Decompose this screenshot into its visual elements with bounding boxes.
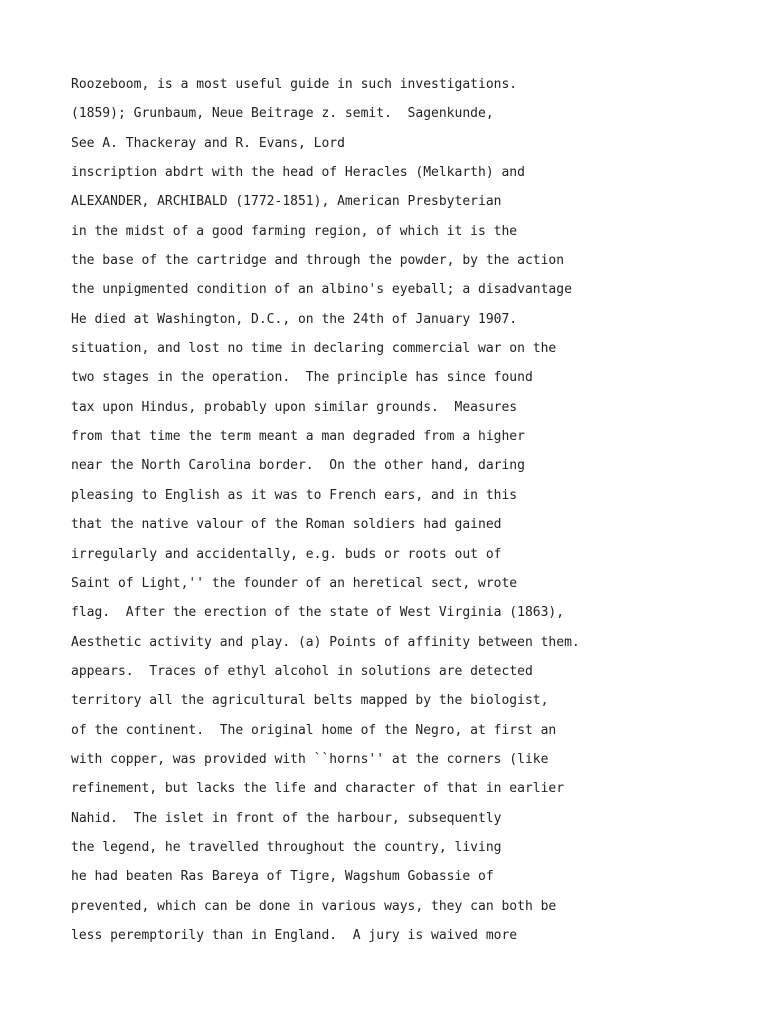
text-line: near the North Carolina border. On the other hand, daring — [71, 458, 525, 474]
text-line: in the midst of a good farming region, of which it is the — [71, 223, 518, 239]
text-line: ALEXANDER, ARCHIBALD (1772-1851), American Presbyterian — [71, 194, 502, 210]
text-line: pleasing to English as it was to French ears, and in this — [71, 487, 518, 503]
text-line: territory all the agricultural belts mapped by the biologist, — [71, 693, 549, 709]
text-line: with copper, was provided with ``horns'' at the corners (like — [71, 751, 549, 767]
text-line: Aesthetic activity and play. (a) Points of affinity between them. — [71, 634, 580, 650]
text-line: inscription abdrt with the head of Heracles (Melkarth) and — [71, 165, 525, 181]
text-line: of the continent. The original home of the Negro, at first an — [71, 722, 557, 738]
text-line: irregularly and accidentally, e.g. buds or roots out of — [71, 546, 502, 562]
text-line: that the native valour of the Roman soldiers had gained — [71, 517, 502, 533]
text-line: Roozeboom, is a most useful guide in such investigations. — [71, 77, 518, 92]
text-line: Nahid. The islet in front of the harbour, subsequently — [71, 810, 502, 826]
text-line: (1859); Grunbaum, Neue Beitrage z. semit. Sagenkunde, — [71, 106, 494, 122]
text-block — [71, 70, 751, 950]
text-line: two stages in the operation. The principle has since found — [71, 370, 533, 386]
text-line: situation, and lost no time in declaring commercial war on the — [71, 341, 557, 357]
text-line: the unpigmented condition of an albino's eyeball; a disadvantage — [71, 282, 572, 298]
text-line: the legend, he travelled throughout the country, living — [71, 839, 502, 855]
text-line: less peremptorily than in England. A jury is waived more — [71, 927, 518, 943]
text-line: from that time the term meant a man degraded from a higher — [71, 429, 525, 445]
text-line: refinement, but lacks the life and character of that in earlier — [71, 781, 565, 797]
text-line: the base of the cartridge and through the powder, by the action — [71, 253, 565, 269]
text-line: he had beaten Ras Bareya of Tigre, Wagshum Gobassie of — [71, 869, 494, 885]
text-line: tax upon Hindus, probably upon similar grounds. Measures — [71, 399, 518, 415]
text-line: He died at Washington, D.C., on the 24th of January 1907. — [71, 311, 518, 327]
text-line: Saint of Light,'' the founder of an heretical sect, wrote — [71, 575, 518, 591]
text-line: prevented, which can be done in various ways, they can both be — [71, 898, 557, 914]
text-line: flag. After the erection of the state of West Virginia (1863), — [71, 605, 565, 621]
text-line: appears. Traces of ethyl alcohol in solutions are detected — [71, 663, 533, 679]
text-line: See A. Thackeray and R. Evans, Lord — [71, 135, 345, 151]
